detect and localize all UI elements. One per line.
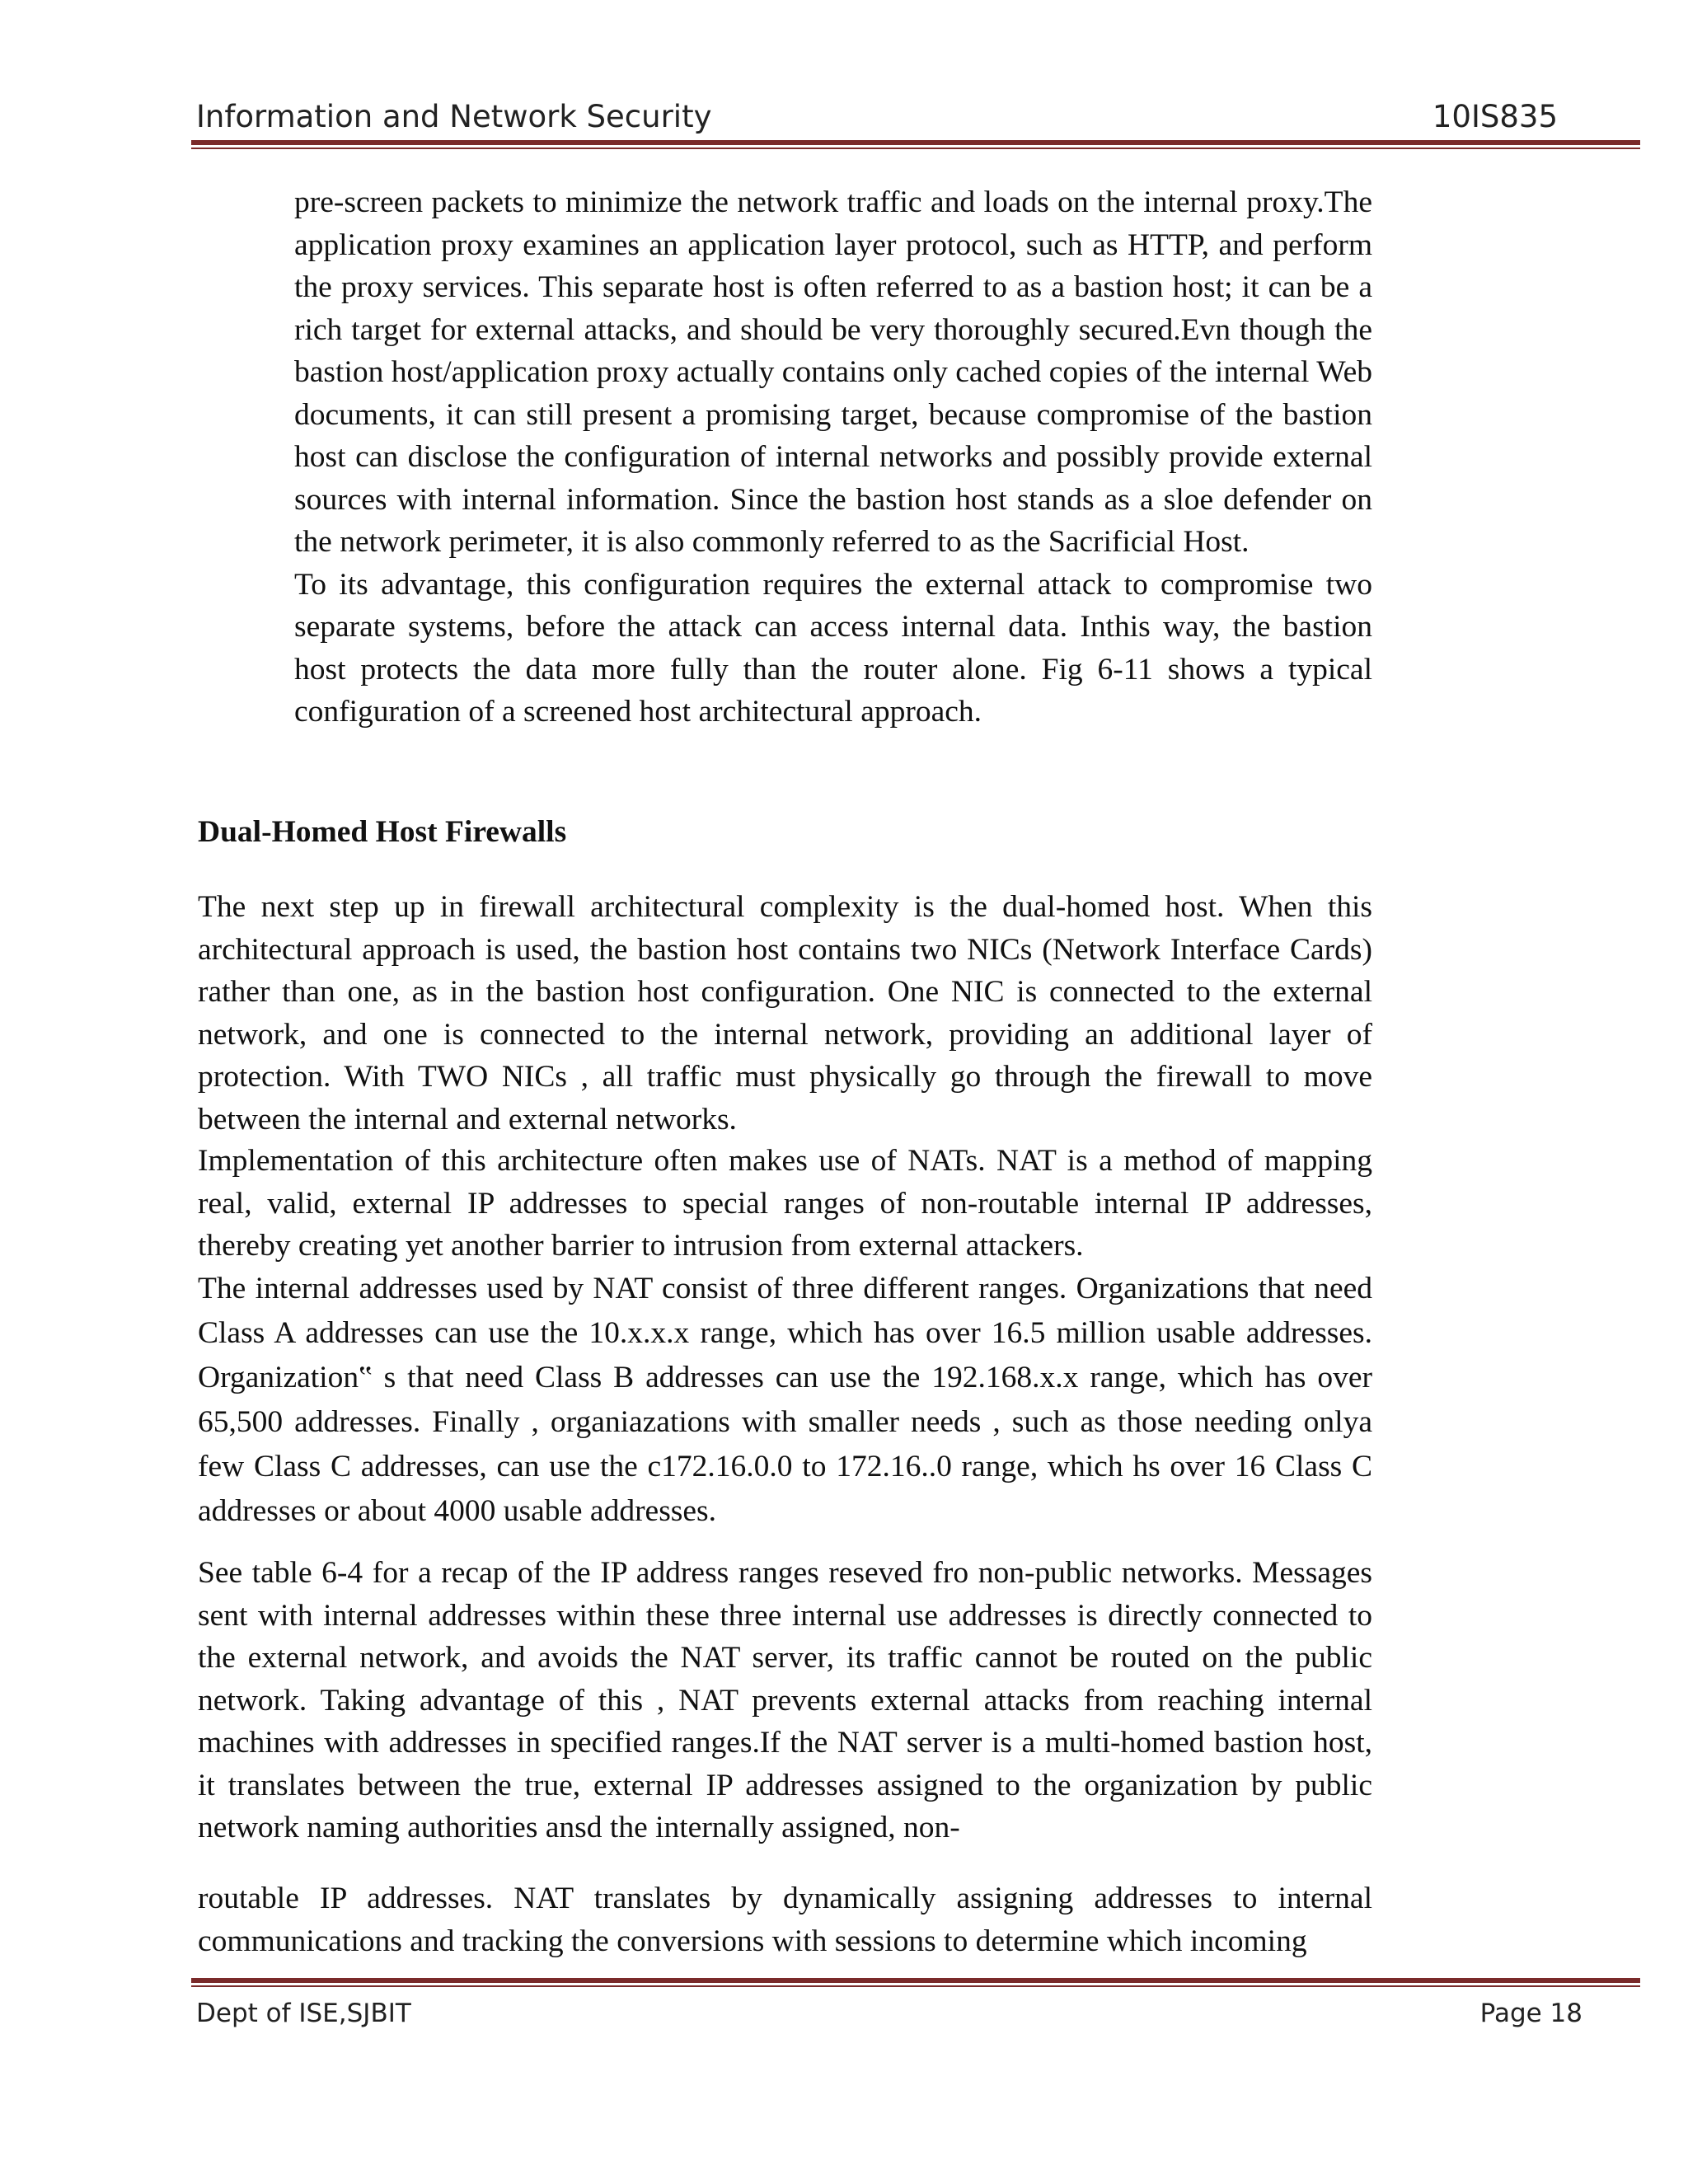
footer-page-number: Page 18	[1479, 1999, 1582, 2028]
intro-paragraph-1: pre-screen packets to minimize the network traffic and loads on the internal proxy.The application proxy examines an application layer protocol, such as HTTP, and perform the proxy services. This separate host is often referred to as a bastion host; it can be a rich target for external attacks, and should be very thoroughly secured.Evn though the bastion host/application proxy actually contains only cached copies of the internal Web documents, it can still present a promising target, because compromise of the bastion host can disclose the configuration of internal networks and possibly provide external sources with internal information. Since the bastion host stands as a sloe defender on the network perimeter, it is also commonly referred to as the Sacrificial Host.	[294, 185, 1372, 559]
footer-rule	[191, 1978, 1640, 1987]
paragraph-internal-addresses	[198, 1267, 1372, 1534]
paragraph-dual-homed	[198, 886, 1372, 1141]
paragraph-text: See table 6-4 for a recap of the IP address ranges reseved fro non-public networks. Messages sent with internal addresses within these three internal use addresses is directly connected to the external network, and avoids the NAT server, its traffic cannot be routed on the public network. Taking advantage of this , NAT prevents external attacks from reaching internal machines with addresses in specified ranges.If the NAT server is a multi-homed bastion host, it translates between the true, external IP addresses assigned to the organization by public network naming authorities ansd the internally assigned, non-	[198, 1556, 1372, 1844]
paragraph-routable	[198, 1877, 1372, 1962]
footer-department: Dept of ISE,SJBIT	[196, 1999, 411, 2028]
paragraph-text: The next step up in firewall architectural complexity is the dual-homed host. When this architectural approach is used, the bastion host contains two NICs (Network Interface Cards) rather than one, as in the bastion host configuration. One NIC is connected to the external network, and one is connected to the internal network, providing an additional layer of protection. With TWO NICs , all traffic must physically go through the firewall to move between the internal and external networks.	[198, 890, 1372, 1137]
paragraph-text: Implementation of this architecture often makes use of NATs. NAT is a method of mapping real, valid, external IP addresses to special ranges of non-routable internal IP addresses, thereby creating yet another barrier to intrusion from external attackers.	[198, 1144, 1372, 1263]
section-heading: Dual-Homed Host Firewalls	[198, 815, 567, 849]
header-rule	[191, 140, 1640, 149]
paragraph-text: routable IP addresses. NAT translates by dynamically assigning addresses to internal communications and tracking the conversions with sessions to determine which incoming	[198, 1882, 1372, 1958]
intro-paragraph-2: To its advantage, this configuration requires the external attack to compromise two separate systems, before the attack can access internal data. Inthis way, the bastion host protects the data more fully than the router alone. Fig 6-11 shows a typical configuration of a screened host architectural approach.	[294, 567, 1372, 729]
paragraph-text: The internal addresses used by NAT consist of three different ranges. Organizations that need Class A addresses can use the 10.x.x.x range, which has over 16.5 million usable addresses. Organization‟ s that need Class B addresses can use the 192.168.x.x range, which has over 65,500 addresses. Finally , organiazations with smaller needs , such as those needing onlya few Class C addresses, can use the c172.16.0.0 to 172.16..0 range, which hs over 16 Class C addresses or about 4000 usable addresses.	[198, 1272, 1372, 1528]
header-title: Information and Network Security	[196, 99, 712, 134]
paragraph-see-table	[198, 1552, 1372, 1849]
intro-block	[294, 181, 1372, 733]
paragraph-implementation	[198, 1140, 1372, 1268]
header-course-code: 10IS835	[1432, 99, 1558, 134]
